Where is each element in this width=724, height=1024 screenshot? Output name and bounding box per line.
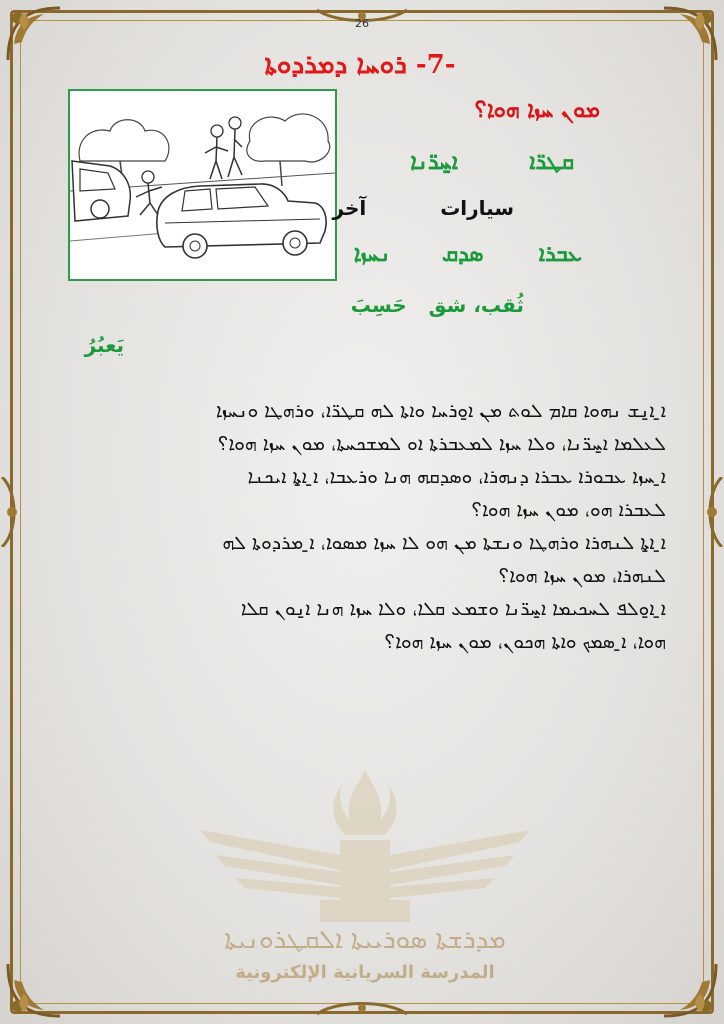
page-number: 26 — [355, 17, 369, 30]
side-ornament-icon — [702, 477, 724, 547]
vocab-word: ܐ̱ܚܪ̈ܢܐ — [410, 149, 458, 175]
lesson-question: ܡܘܢ ܚܙܐ ܗܘܐ؟ — [474, 97, 600, 123]
street-scene-image — [70, 91, 335, 279]
corner-ornament-icon — [660, 960, 720, 1020]
body-line: ܗܘܐ، ܐ̱ ܣܡܟ ܘܐܬܐ ܗܟܘܢ، ܡܘܢ ܚܙܐ ܗܘܐ؟ — [384, 631, 666, 653]
vocab-arabic: حَسِبَ — [350, 293, 407, 317]
vocab-row-arabic-3 — [85, 333, 124, 357]
vocab-arabic: سيارات — [440, 196, 514, 220]
vocab-row-syriac-2 — [354, 241, 582, 267]
body-line: ܠܢܗܪܐ، ܡܘܢ ܚܙܐ ܗܘܐ؟ — [498, 565, 666, 587]
corner-ornament-icon — [4, 960, 64, 1020]
vocab-arabic: يَعبُرُ — [84, 333, 124, 357]
body-line: ܠܥܒܪܐ ܗܘ، ܡܘܢ ܚܙܐ ܗܘܐ؟ — [471, 499, 666, 521]
lesson-body — [96, 395, 666, 659]
body-line: ܐ̱ ܐ̱ܬܐ ܠܢܗܪܐ ܘܪܗܛܐ ܘܢܫܬܐ ܡܢ ܗܘ ܠܐ ܚܙܐ ܡܣܘܐ، ܐ̱ ܡܪܕܘܬܐ ܠܗ — [222, 532, 666, 554]
vocab-row-arabic-1 — [333, 196, 514, 220]
corner-ornament-icon — [660, 4, 720, 64]
vocab-row-syriac-1 — [410, 149, 574, 175]
body-line: ܐ̱ ܚܙܐ ܥܒܘܪܐ ܥܒܪܐ ܕܢܗܪܐ، ܘܣܕܩܗ ܗܢܐ ܘܪܥܒܐ، ܐ̱ ܐ̱ܬܐ ܐܝܟܢܐ — [247, 466, 666, 488]
body-line: ܐ̱ ܐ̱ܘܠܦ ܠܚܟܝܡܐ ܐ̱ܚܪ̈ܢܐ ܘܫܡܥ ܩܠܐ، ܘܠܐ ܚܙܐ ܗܢܐ ܐ̱ܢܘܢ ܩܠܐ — [240, 598, 666, 620]
school-name-syriac: ܡܕܪܫܬܐ ܣܘܪܝܝܬܐ ܐܠܩܛܪܘܢܝܬܐ — [224, 925, 506, 955]
vocab-word: ܣܕܩ — [441, 241, 484, 267]
vocab-row-arabic-2 — [351, 293, 524, 317]
side-ornament-icon — [0, 477, 22, 547]
vocab-arabic: ثُقب، شق — [428, 293, 524, 317]
vocab-word: ܩܛܪ̈ܐ — [529, 149, 574, 175]
body-line: ܐ̱ ܐ̱ܢܫ ܢܗܘܐ ܩܐܡ ܠܘܬ ܡܢ ܐ̱ܘܪܚܐ ܘܐܬܐ ܠܗ ܩܛܪ̈ܐ، ܘܪܗܛܐ ܘܢܚܙܐ — [215, 400, 666, 422]
vocab-word: ܥܒܪܐ — [538, 241, 582, 267]
corner-ornament-icon — [4, 4, 64, 64]
vocab-arabic: آخر — [332, 196, 367, 220]
body-line: ܠܥܠܡܐ ܐ̱ܚܪ̈ܢܐ، ܘܠܐ ܚܙܐ ܠܡܥܒܪܬܐ ܐܘ ܠܡܫܟܚܬܐ، ܡܘܢ ܚܙܐ ܗܘܐ؟ — [217, 433, 666, 455]
lesson-title: -7- ܪܘܚܐ ܕܡܪܕܘܬܐ — [264, 50, 456, 80]
vocab-word: ܢܚܙܐ — [353, 241, 391, 267]
lesson-illustration — [68, 89, 337, 281]
school-name-arabic: المدرسة السريانية الإلكترونية — [235, 962, 495, 983]
